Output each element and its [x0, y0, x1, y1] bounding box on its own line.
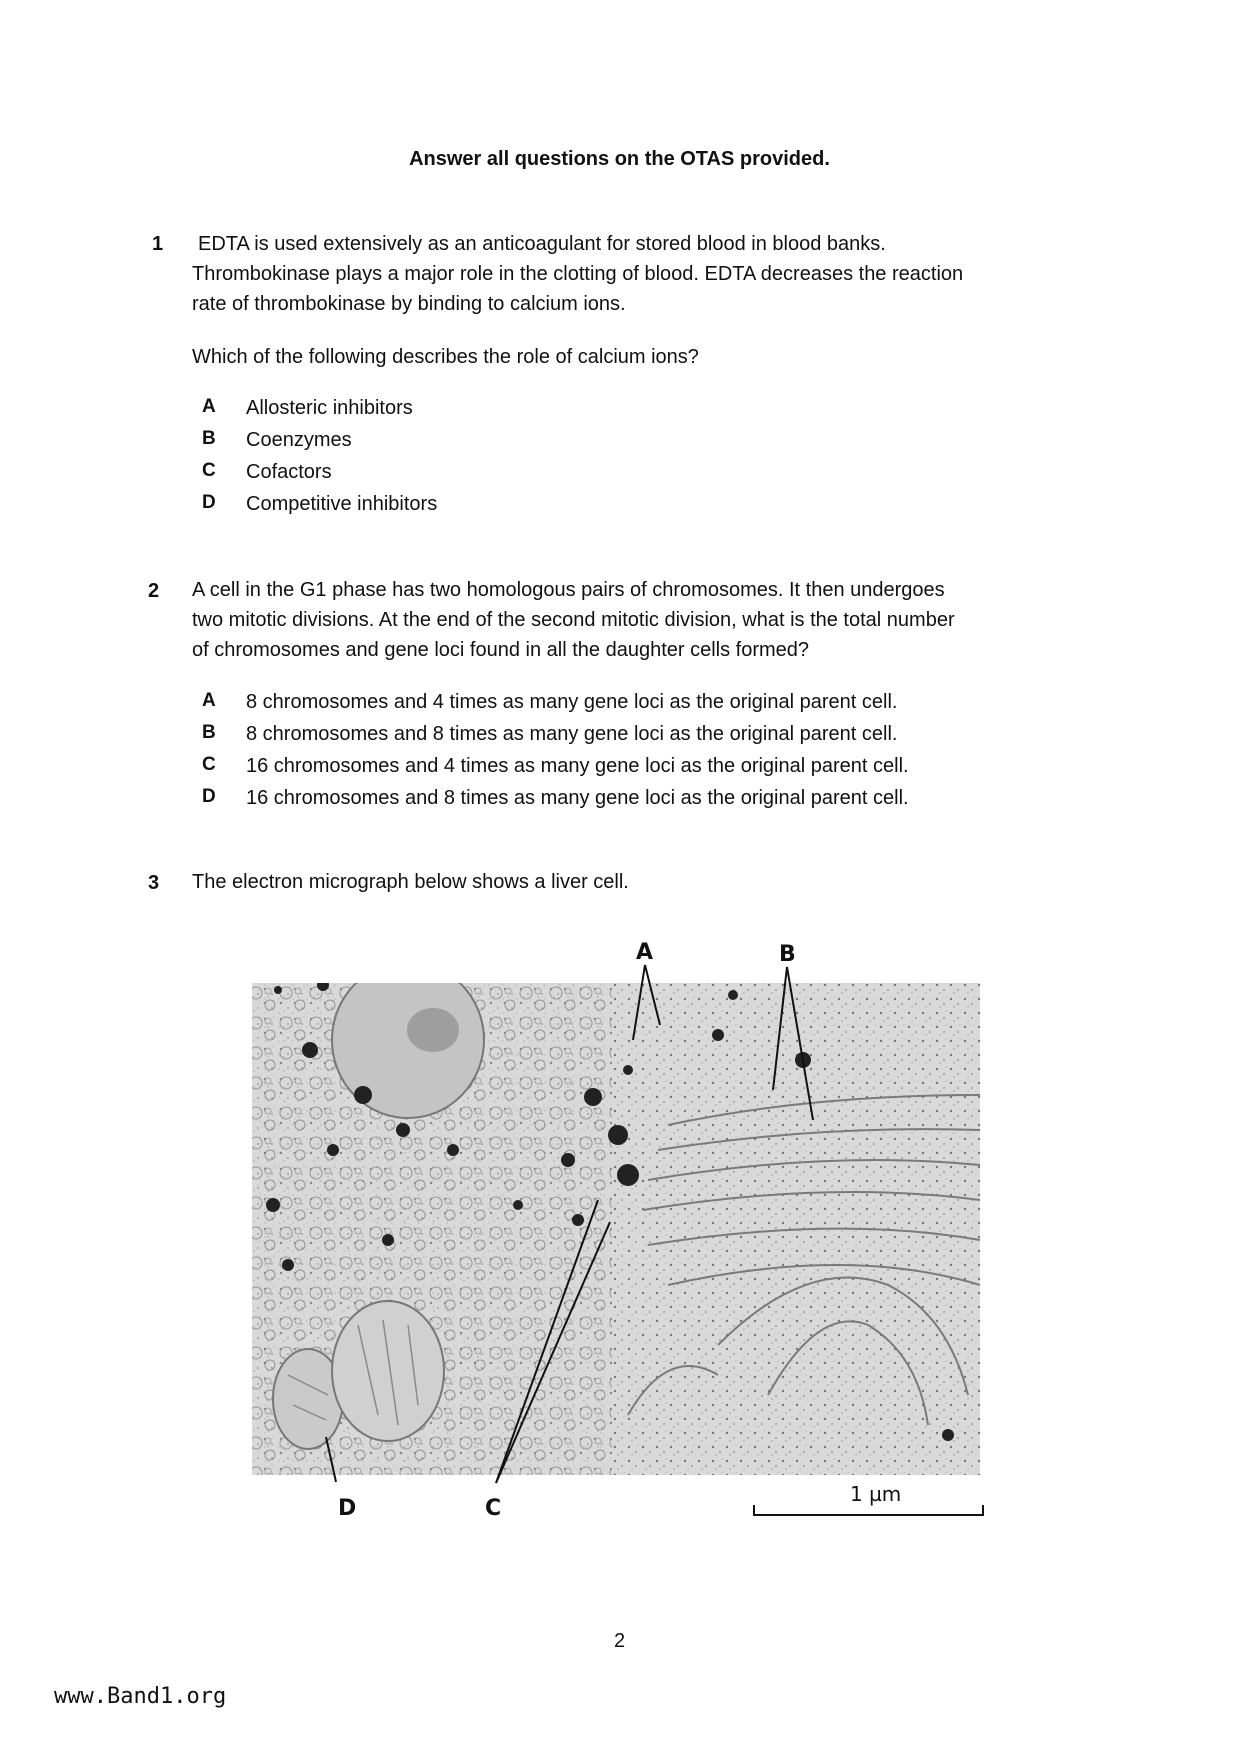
label-d: D [338, 1496, 357, 1521]
electron-micrograph-figure [248, 925, 988, 1545]
micrograph-image [248, 925, 988, 1545]
scale-bar-label: 1 µm [850, 1482, 902, 1506]
option-text: 8 chromosomes and 4 times as many gene loci as the original parent cell. [246, 691, 898, 713]
label-a: A [636, 940, 654, 965]
label-b: B [779, 942, 796, 967]
question-1-stem-line: EDTA is used extensively as an anticoagulant for stored blood in blood banks. [198, 233, 886, 255]
option-letter: A [202, 690, 216, 711]
option-text: Coenzymes [246, 429, 352, 451]
option-text: 16 chromosomes and 8 times as many gene loci as the original parent cell. [246, 787, 909, 809]
question-2-stem-line: A cell in the G1 phase has two homologous pairs of chromosomes. It then undergoes [192, 579, 945, 601]
option-letter: C [202, 754, 216, 775]
question-2-stem-line: of chromosomes and gene loci found in all the daughter cells formed? [192, 639, 810, 661]
option-text: 16 chromosomes and 4 times as many gene loci as the original parent cell. [246, 755, 909, 777]
label-c: C [485, 1496, 502, 1521]
question-3-number: 3 [148, 872, 160, 894]
option-text: Allosteric inhibitors [246, 397, 413, 419]
option-text: Cofactors [246, 461, 332, 483]
option-letter: D [202, 786, 216, 807]
question-1-stem-line: rate of thrombokinase by binding to calcium ions. [192, 293, 626, 315]
page-number: 2 [613, 1630, 626, 1652]
footer-url[interactable]: www.Band1.org [54, 1684, 227, 1709]
option-text: Competitive inhibitors [246, 493, 438, 515]
question-1-stem-line: Thrombokinase plays a major role in the clotting of blood. EDTA decreases the reaction [192, 263, 964, 285]
question-1-number: 1 [152, 233, 164, 255]
question-3-stem: The electron micrograph below shows a liver cell. [192, 871, 629, 893]
option-letter: D [202, 492, 216, 513]
question-1-prompt: Which of the following describes the role of calcium ions? [192, 346, 699, 368]
question-1-stem [192, 229, 1087, 319]
option-letter: A [202, 396, 216, 417]
option-letter: B [202, 722, 216, 743]
question-2-number: 2 [148, 580, 160, 602]
question-2-stem [192, 575, 1092, 665]
option-letter: C [202, 460, 216, 481]
question-2-stem-line: two mitotic divisions. At the end of the second mitotic division, what is the total number [192, 609, 955, 631]
option-letter: B [202, 428, 216, 449]
option-text: 8 chromosomes and 8 times as many gene loci as the original parent cell. [246, 723, 898, 745]
page-instruction: Answer all questions on the OTAS provided. [409, 148, 830, 170]
